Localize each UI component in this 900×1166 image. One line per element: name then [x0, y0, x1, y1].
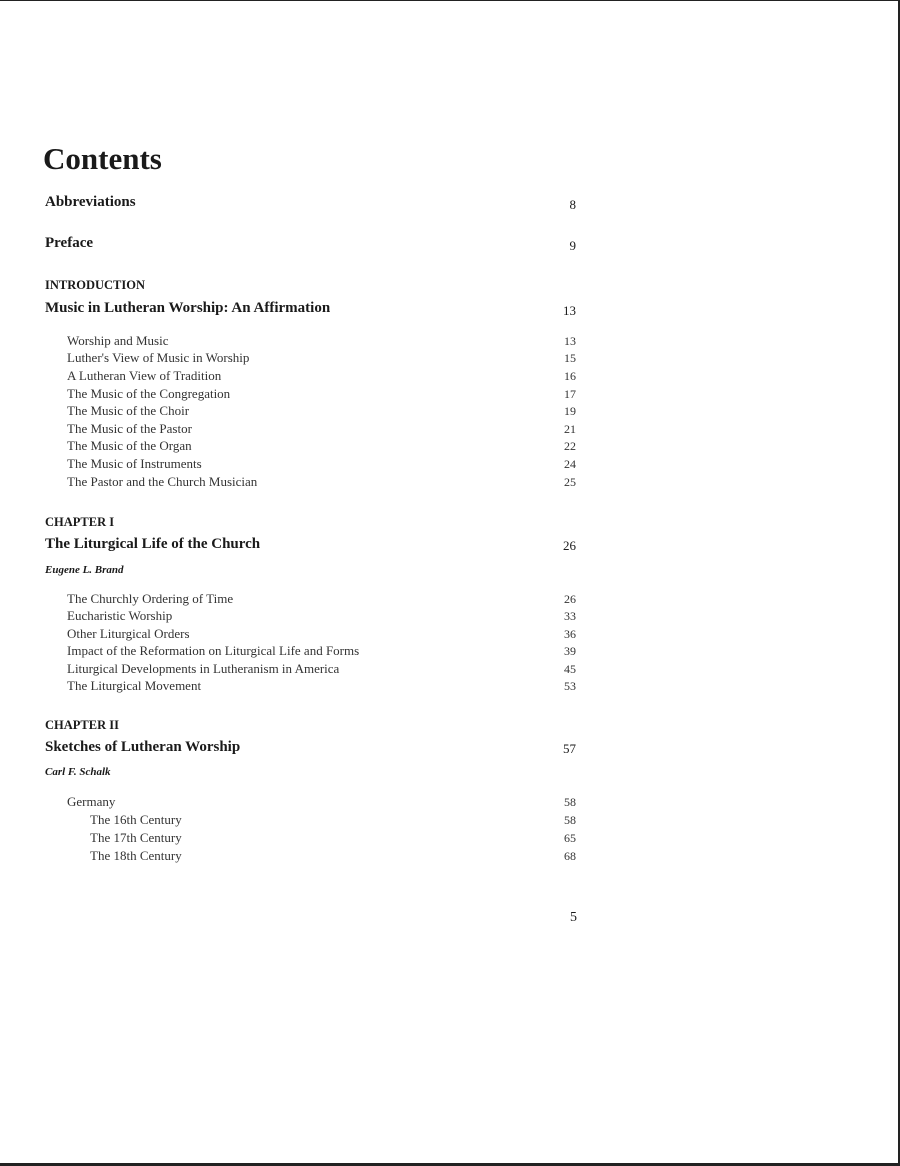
toc-subentry[interactable]: The Pastor and the Church Musician	[67, 474, 258, 489]
toc-subentry[interactable]: The Music of the Congregation	[67, 386, 231, 401]
introduction-label: INTRODUCTION	[45, 278, 146, 292]
chapter1-page: 26	[563, 538, 576, 553]
toc-subentry-page: 25	[564, 475, 576, 489]
toc-entry-preface[interactable]: Preface	[45, 235, 94, 251]
toc-subentry[interactable]: The Music of the Choir	[67, 403, 190, 418]
toc-subentry-page: 39	[564, 644, 576, 658]
chapter2-title[interactable]: Sketches of Lutheran Worship	[45, 739, 241, 755]
page-title: Contents	[43, 141, 162, 176]
toc-subentry-page: 15	[564, 351, 576, 365]
toc-subsubentry-page: 68	[564, 849, 576, 863]
toc-page-preface: 9	[569, 238, 576, 253]
toc-subentry[interactable]: Eucharistic Worship	[67, 608, 173, 623]
toc-subsubentry[interactable]: The 16th Century	[90, 812, 182, 827]
toc-subentry-page: 19	[564, 404, 576, 418]
toc-subsubentry-page: 58	[564, 813, 576, 827]
toc-subentry[interactable]: Germany	[67, 794, 116, 809]
toc-subentry-page: 26	[564, 592, 576, 606]
toc-subentry-page: 24	[564, 457, 576, 471]
toc-subentry[interactable]: Impact of the Reformation on Liturgical Life and Forms	[67, 643, 360, 658]
toc-page-abbreviations: 8	[569, 197, 576, 212]
chapter1-label: CHAPTER I	[45, 515, 115, 529]
toc-subentry[interactable]: Worship and Music	[67, 333, 169, 348]
introduction-title[interactable]: Music in Lutheran Worship: An Affirmation	[45, 300, 331, 316]
toc-subentry-page: 58	[564, 795, 576, 809]
toc-subentry[interactable]: The Liturgical Movement	[67, 678, 202, 693]
toc-subsubentry[interactable]: The 17th Century	[90, 830, 182, 845]
toc-subentry-page: 33	[564, 609, 576, 623]
toc-subsubentry[interactable]: The 18th Century	[90, 848, 182, 863]
toc-subentry-page: 36	[564, 627, 576, 641]
chapter2-label: CHAPTER II	[45, 718, 119, 732]
toc-subentry[interactable]: The Churchly Ordering of Time	[67, 591, 234, 606]
toc-subsubentry-page: 65	[564, 831, 576, 845]
page-number: 5	[570, 910, 577, 925]
toc-subentry-page: 45	[564, 662, 576, 676]
toc-subentry[interactable]: The Music of Instruments	[67, 456, 202, 471]
chapter2-page: 57	[563, 741, 576, 756]
toc-subentry[interactable]: Other Liturgical Orders	[67, 626, 190, 641]
toc-subentry[interactable]: Luther's View of Music in Worship	[67, 350, 250, 365]
toc-subentry-page: 53	[564, 679, 576, 693]
chapter2-author: Carl F. Schalk	[45, 766, 111, 778]
chapter1-title[interactable]: The Liturgical Life of the Church	[45, 536, 261, 552]
toc-subentry[interactable]: A Lutheran View of Tradition	[67, 368, 222, 383]
toc-subentry-page: 16	[564, 369, 576, 383]
introduction-page: 13	[563, 303, 576, 318]
toc-entry-abbreviations[interactable]: Abbreviations	[45, 194, 136, 210]
toc-subentry-page: 17	[564, 387, 576, 401]
toc-subentry[interactable]: Liturgical Developments in Lutheranism in America	[67, 661, 340, 676]
toc-subentry-page: 13	[564, 334, 576, 348]
toc-subentry-page: 22	[564, 439, 576, 453]
toc-subentry[interactable]: The Music of the Pastor	[67, 421, 192, 436]
toc-subentry-page: 21	[564, 422, 576, 436]
chapter1-author: Eugene L. Brand	[45, 564, 124, 576]
toc-subentry[interactable]: The Music of the Organ	[67, 438, 192, 453]
